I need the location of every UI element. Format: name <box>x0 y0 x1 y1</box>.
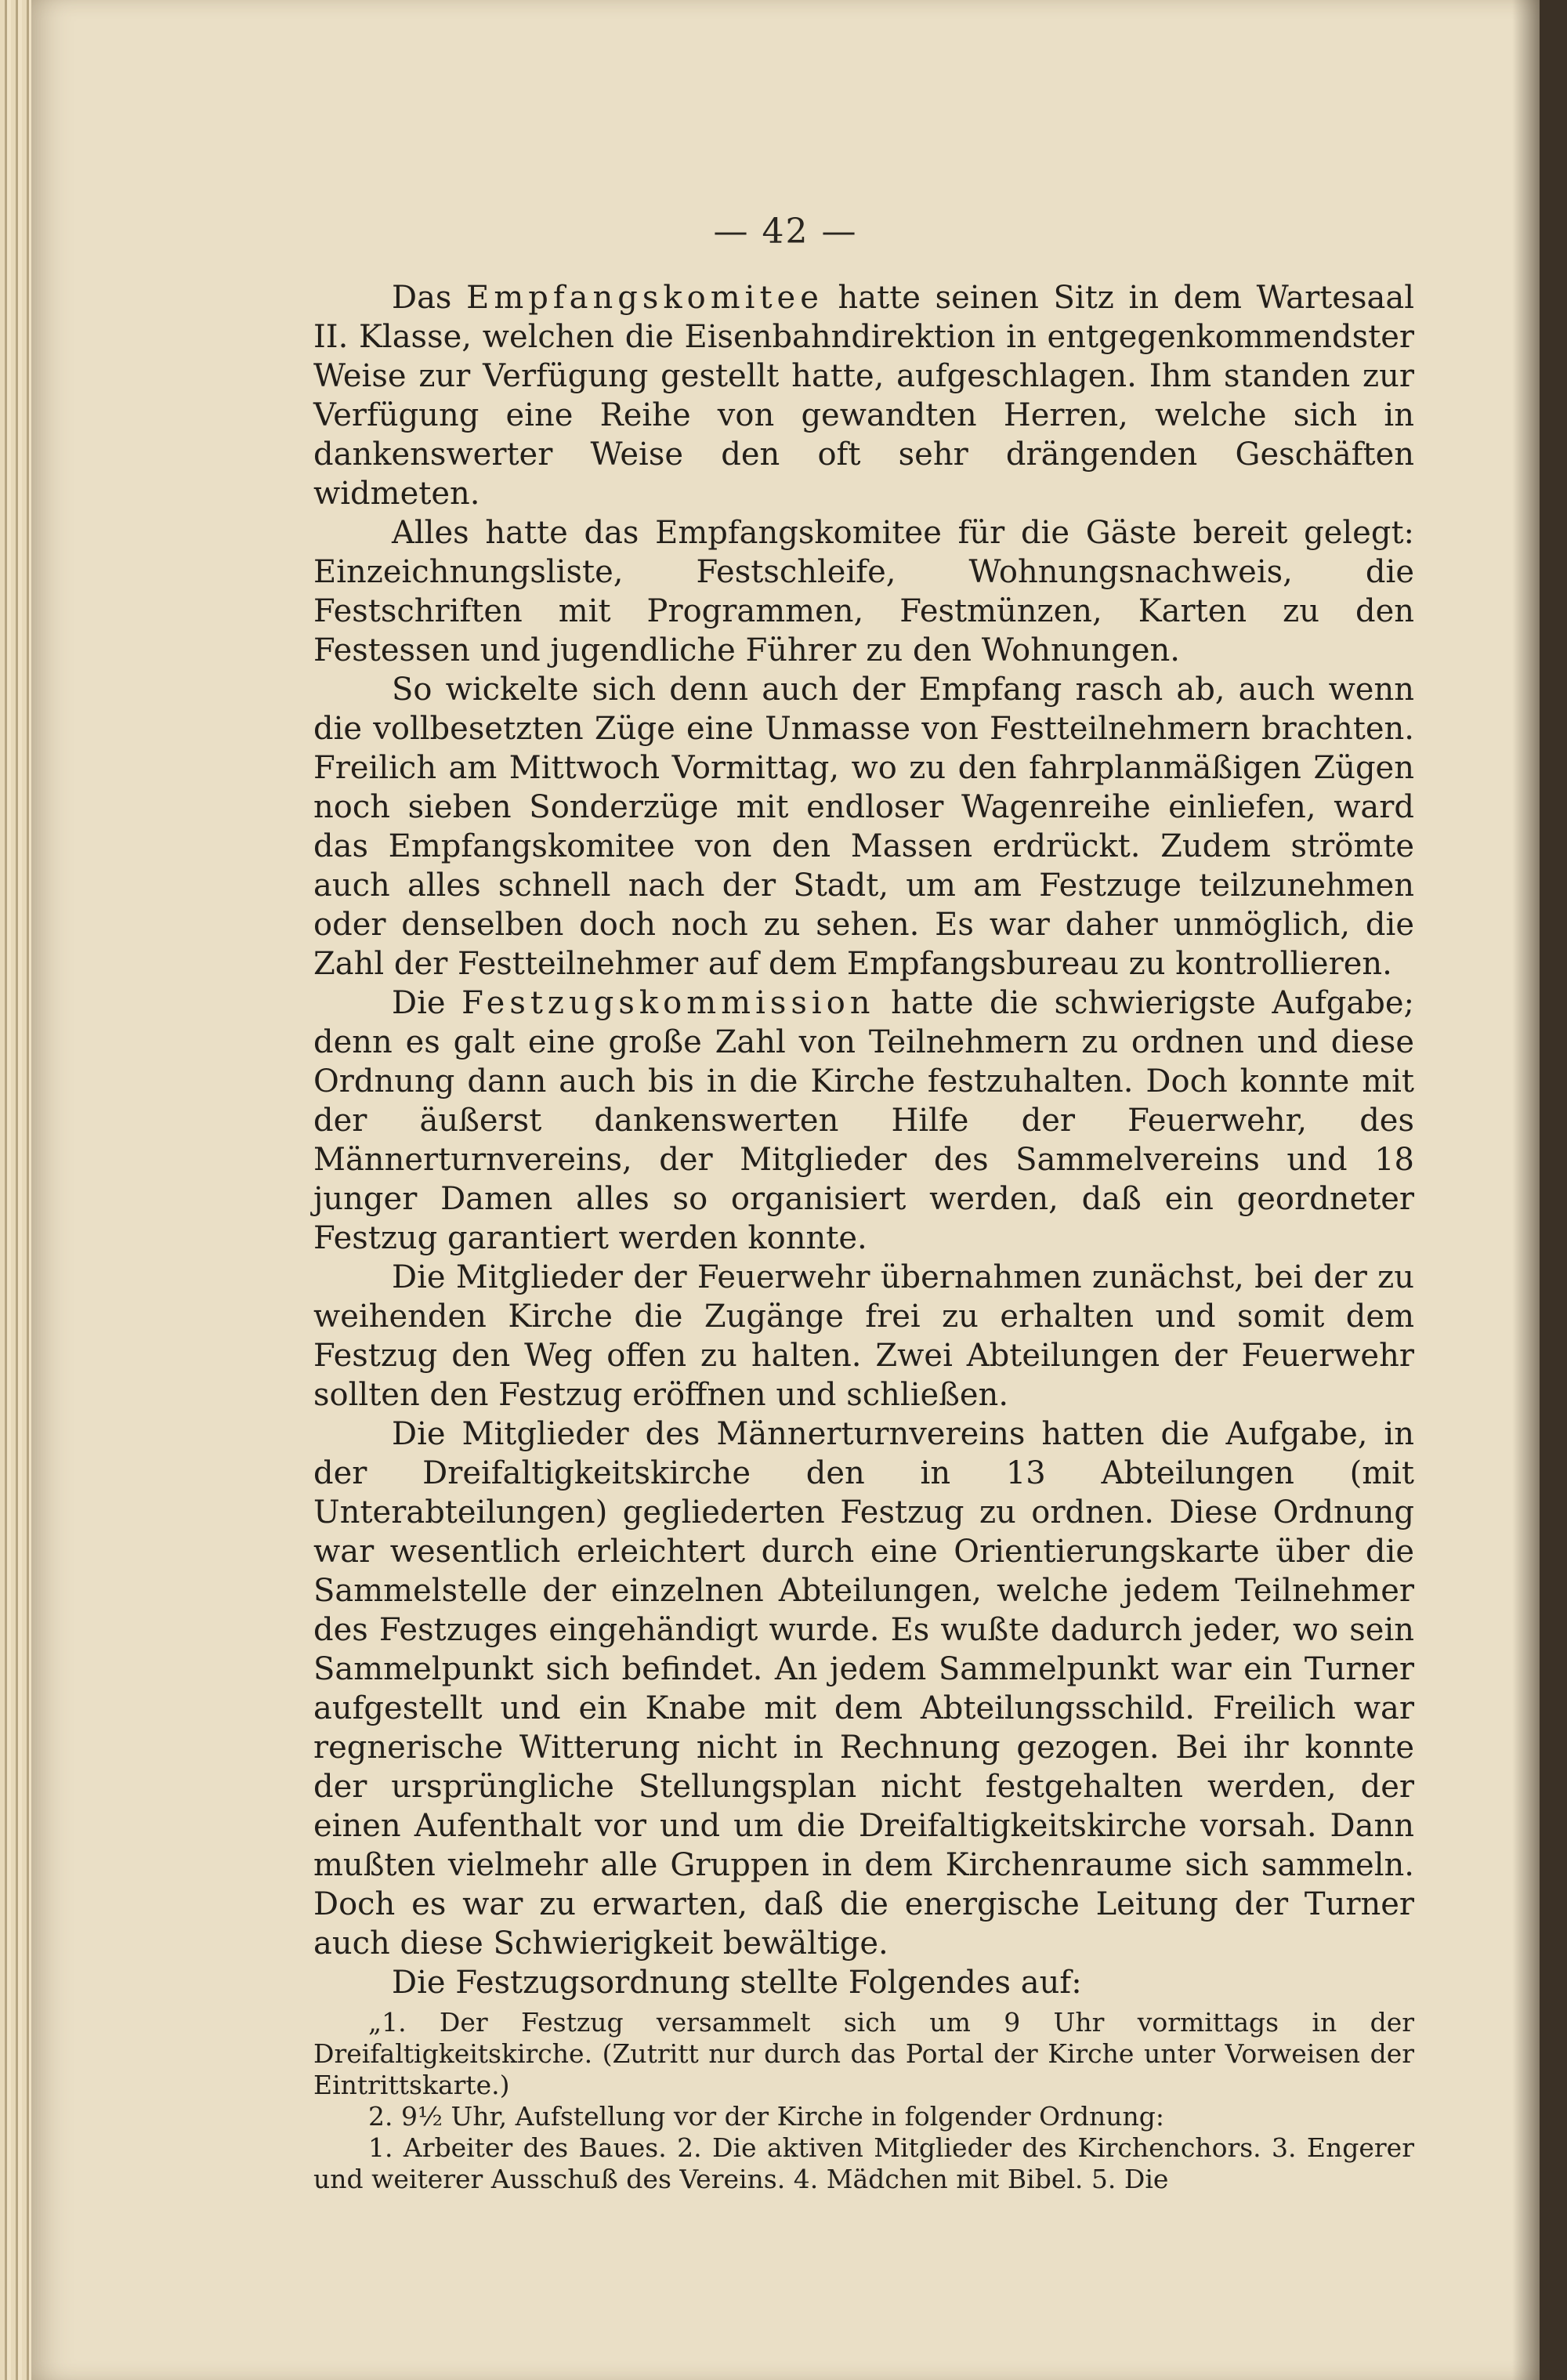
quote-item-list: 1. Arbeiter des Baues. 2. Die aktiven Mitglieder des Kirchenchors. 3. Engerer und weiterer Ausschuß des Vereins. 4. Mädchen mit Bibel. 5. Die <box>313 2132 1414 2194</box>
paragraph-gaeste: Alles hatte das Empfangskomitee für die Gäste bereit gelegt: Einzeichnungsliste, Festschleife, Wohnungsnachweis, die Festschriften mit Programmen, Festmünzen, Karten zu den Festessen und jugendliche Führer zu den Wohnungen. <box>313 515 1414 668</box>
quote-item-1: „1. Der Festzug versammelt sich um 9 Uhr vormittags in der Dreifaltigkeitskirche. (Zutritt nur durch das Portal der Kirche unter Vorweisen der Eintrittskarte.) <box>313 2007 1414 2100</box>
page-number: — 42 — <box>713 212 858 252</box>
paragraph-rest: hatte die schwierigste Aufgabe; denn es galt eine große Zahl von Teilnehmern zu ordnen und diese Ordnung dann auch bis in die Kirche festzuhalten. Doch konnte mit der äußerst dankenswerten Hilfe der Feuerwehr, des Männerturnvereins, der Mitglieder des Sammelvereins und 18 junger Damen alles so organisiert werden, daß ein geordneter Festzug garantiert werden konnte. <box>313 985 1415 1256</box>
paragraph-festzugsordnung: Die Festzugsordnung stellte Folgendes auf: <box>392 1965 1082 2001</box>
paragraph-lead: Das <box>392 280 452 316</box>
paragraph-maennerturnverein: Die Mitglieder des Männerturnvereins hatten die Aufgabe, in der Dreifaltigkeitskirche den in 13 Abteilungen (mit Unterabteilungen) gegliederten Festzug zu ordnen. Diese Ordnung war wesentlich erleichtert durch eine Orientierungskarte über die Sammelstelle der einzelnen Abteilungen, welche jedem Teilnehmer des Festzuges eingehändigt wurde. Es wußte dadurch jeder, wo sein Sammelpunkt sich befindet. An jedem Sammelpunkt war ein Turner aufgestellt und ein Knabe mit dem Abteilungsschild. Freilich war regnerische Witterung nicht in Rechnung gezogen. Bei ihr konnte der ursprüngliche Stellungsplan nicht festgehalten werden, der einen Aufenthalt vor und um die Dreifaltigkeitskirche vorsah. Dann mußten vielmehr alle Gruppen in dem Kirchenraume sich sammeln. Doch es war zu erwarten, daß die energische Leitung der Turner auch diese Schwierigkeit bewältige. <box>313 1416 1414 1962</box>
emphasized-term: Empfangskomitee <box>466 280 823 316</box>
festzugsordnung-quote <box>313 2007 1414 2195</box>
paragraph-festzugskommission <box>313 984 1414 1258</box>
emphasized-term: Festzugskommission <box>461 985 875 1021</box>
body-text <box>313 278 1414 2195</box>
paragraph-empfang: So wickelte sich denn auch der Empfang rasch ab, auch wenn die vollbesetzten Züge eine Unmasse von Festteilnehmern brachten. Freilich am Mittwoch Vormittag, wo zu den fahrplanmäßigen Zügen noch sieben Sonderzüge mit endloser Wagenreihe einliefen, ward das Empfangskomitee von den Massen erdrückt. Zudem strömte auch alles schnell nach der Stadt, um am Festzuge teilzunehmen oder denselben doch noch zu sehen. Es war daher unmöglich, die Zahl der Festteilnehmer auf dem Empfangsbureau zu kontrollieren. <box>313 672 1414 982</box>
paragraph-lead: Die <box>392 985 446 1021</box>
quote-item-2: 2. 9½ Uhr, Aufstellung vor der Kirche in folgender Ordnung: <box>368 2101 1165 2132</box>
book-page <box>31 0 1540 2380</box>
paragraph-rest: hatte seinen Sitz in dem Wartesaal II. Klasse, welchen die Eisenbahndirektion in entgegenkommendster Weise zur Verfügung gestellt hatte, aufgeschlagen. Ihm standen zur Verfügung eine Reihe von gewandten Herren, welche sich in dankenswerter Weise den oft sehr drängenden Geschäften widmeten. <box>313 280 1414 512</box>
paragraph-feuerwehr: Die Mitglieder der Feuerwehr übernahmen zunächst, bei der zu weihenden Kirche die Zugänge frei zu erhalten und somit dem Festzug den Weg offen zu halten. Zwei Abteilungen der Feuerwehr sollten den Festzug eröffnen und schließen. <box>313 1259 1414 1413</box>
paragraph-empfangskomitee <box>313 278 1414 513</box>
spine-shadow <box>1512 0 1567 2380</box>
